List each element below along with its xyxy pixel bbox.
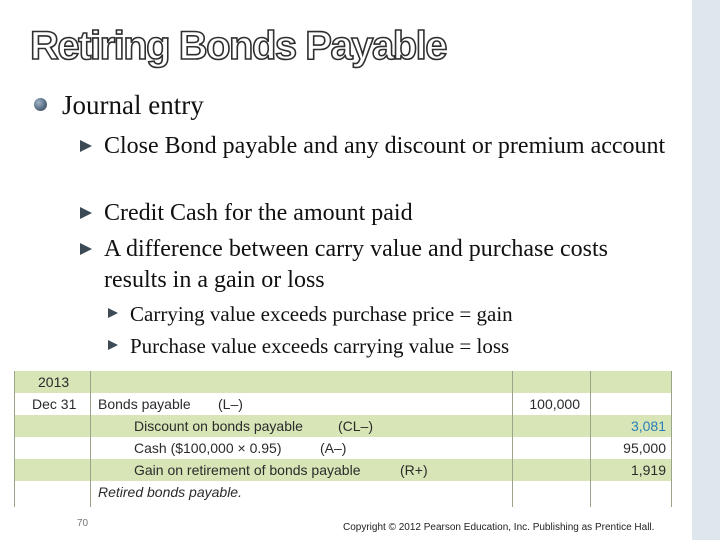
debit-cell: 100,000 [529,396,580,412]
account-cell: Gain on retirement of bonds payable [134,462,361,478]
sub-bullet-text: Purchase value exceeds carrying value = loss [130,334,510,358]
page-number: 70 [77,518,89,529]
table-row [14,459,672,481]
code-cell: (CL–) [338,418,374,434]
arrow-bullet-icon [80,207,92,219]
arrow-bullet-icon [80,243,92,255]
code-cell: (A–) [320,440,347,456]
arrow-bullet-icon [108,308,118,318]
table-divider [512,371,513,507]
right-edge-bar [692,0,720,540]
round-bullet-icon [34,98,47,111]
journal-entry-table [14,371,672,507]
account-cell: Discount on bonds payable [134,418,303,434]
table-divider [671,371,672,507]
table-divider [590,371,591,507]
table-row [14,481,672,503]
bullet-text: A difference between carry value and purchase costs results in a gain or loss [104,236,608,293]
arrow-bullet-icon [80,140,92,152]
sub-bullet-text: Carrying value exceeds purchase price = gain [130,302,513,326]
arrow-bullet-icon [108,340,118,350]
table-divider [90,371,91,507]
credit-cell: 1,919 [630,462,666,478]
slide-title: Retiring Bonds Payable [30,24,446,68]
bullet-text: Close Bond payable and any discount or premium account [104,133,666,159]
table-row [14,371,672,393]
account-cell: Cash ($100,000 × 0.95) [134,440,282,456]
table-row [14,393,672,415]
bullet-text: Journal entry [62,90,204,120]
table-row [14,415,672,437]
code-cell: (L–) [218,396,243,412]
table-row [14,437,672,459]
bullet-text: Credit Cash for the amount paid [104,200,413,226]
copyright-footer: Copyright © 2012 Pearson Education, Inc. Publishing as Prentice Hall. [343,522,655,533]
credit-cell: 95,000 [623,440,666,456]
account-cell: Bonds payable [98,396,191,412]
explanation-cell: Retired bonds payable. [98,484,242,500]
year-cell: 2013 [38,374,70,390]
code-cell: (R+) [400,462,428,478]
table-divider [14,371,15,507]
date-cell: Dec 31 [32,396,77,412]
credit-cell: 3,081 [630,418,666,434]
